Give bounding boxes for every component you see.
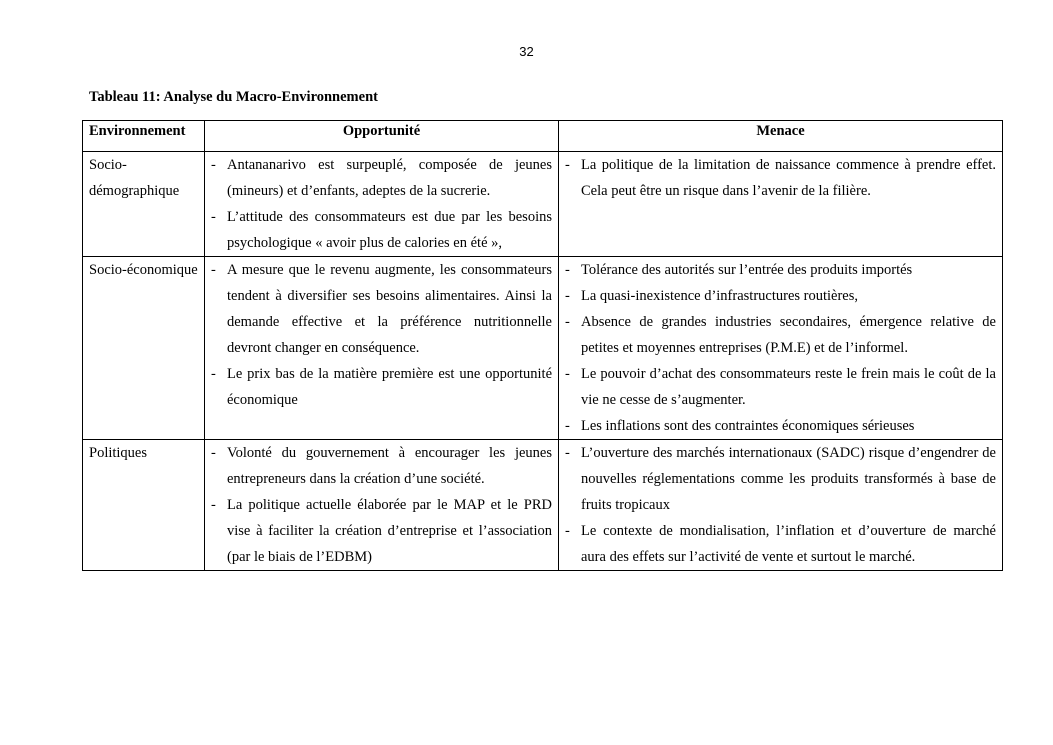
threat-item: - La politique de la limitation de naissance commence à prendre effet. Cela peut être un risque dans l’avenir de la filière.: [565, 152, 996, 204]
threat-item: - Les inflations sont des contraintes économiques sérieuses: [565, 413, 996, 439]
table-caption: Tableau 11: Analyse du Macro-Environnement: [89, 89, 378, 105]
environment-cell: Socio-économique: [83, 257, 205, 440]
threat-item: - L’ouverture des marchés internationaux (SADC) risque d’engendrer de nouvelles réglementations comme les produits transformés à base de fruits tropicaux: [565, 440, 996, 518]
table-row: [83, 440, 1003, 571]
table-row: [83, 257, 1003, 440]
threat-cell: [559, 257, 1003, 440]
page-number: 32: [519, 44, 534, 59]
header-opportunite: Opportunité: [205, 121, 559, 152]
header-environnement: Environnement: [83, 121, 205, 152]
opportunity-item: - Volonté du gouvernement à encourager les jeunes entrepreneurs dans la création d’une société.: [211, 440, 552, 492]
opportunity-item: - Antananarivo est surpeuplé, composée de jeunes (mineurs) et d’enfants, adeptes de la sucrerie.: [211, 152, 552, 204]
opportunity-cell: [205, 440, 559, 571]
environment-cell: Politiques: [83, 440, 205, 571]
macro-environment-table: [82, 120, 1003, 571]
opportunity-item: - A mesure que le revenu augmente, les consommateurs tendent à diversifier ses besoins alimentaires. Ainsi la demande effective et la préférence nutritionnelle devront changer en conséquence.: [211, 257, 552, 361]
threat-cell: [559, 440, 1003, 571]
opportunity-cell: [205, 152, 559, 257]
threat-item: - Absence de grandes industries secondaires, émergence relative de petites et moyennes entreprises (P.M.E) et de l’informel.: [565, 309, 996, 361]
environment-cell: Socio-démographique: [83, 152, 205, 257]
opportunity-item: - L’attitude des consommateurs est due par les besoins psychologique « avoir plus de calories en été »,: [211, 204, 552, 256]
header-menace: Menace: [559, 121, 1003, 152]
opportunity-item: - La politique actuelle élaborée par le MAP et le PRD vise à faciliter la création d’entreprise et l’association (par le biais de l’EDBM): [211, 492, 552, 570]
table-header-row: [83, 121, 1003, 152]
threat-cell: [559, 152, 1003, 257]
threat-item: - Le contexte de mondialisation, l’inflation et d’ouverture de marché aura des effets sur l’activité de vente et surtout le marché.: [565, 518, 996, 570]
opportunity-item: - Le prix bas de la matière première est une opportunité économique: [211, 361, 552, 413]
threat-item: - La quasi-inexistence d’infrastructures routières,: [565, 283, 996, 309]
opportunity-cell: [205, 257, 559, 440]
threat-item: - Tolérance des autorités sur l’entrée des produits importés: [565, 257, 996, 283]
threat-item: - Le pouvoir d’achat des consommateurs reste le frein mais le coût de la vie ne cesse de s’augmenter.: [565, 361, 996, 413]
table-row: [83, 152, 1003, 257]
